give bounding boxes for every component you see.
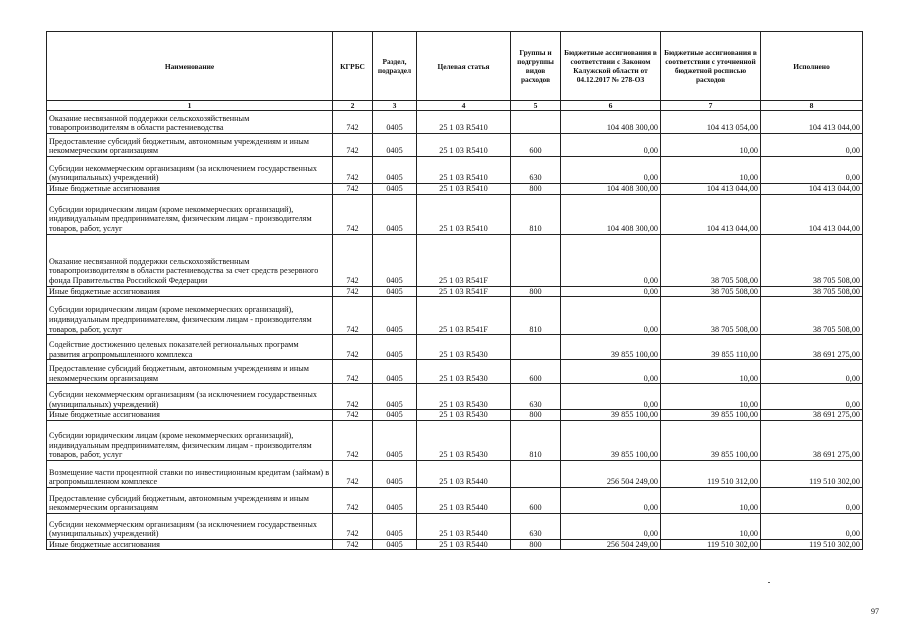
row-razdel: 0405 — [373, 184, 417, 195]
row-budget-refined: 39 855 100,00 — [661, 410, 761, 421]
header-razdel: Раздел, подраздел — [373, 32, 417, 101]
row-budget-refined: 10,00 — [661, 487, 761, 513]
row-vid: 810 — [511, 297, 561, 335]
row-budget-refined: 39 855 100,00 — [661, 420, 761, 460]
row-executed: 0,00 — [761, 360, 863, 384]
table-row — [47, 111, 863, 134]
column-number-row — [47, 101, 863, 111]
row-budget-refined: 38 705 508,00 — [661, 234, 761, 286]
row-budget-law: 256 504 249,00 — [561, 539, 661, 550]
row-kgrbs: 742 — [333, 184, 373, 195]
row-kgrbs: 742 — [333, 487, 373, 513]
row-kgrbs: 742 — [333, 420, 373, 460]
table-row — [47, 134, 863, 157]
table-row — [47, 360, 863, 384]
table-row — [47, 487, 863, 513]
row-article: 25 1 03 R5410 — [417, 184, 511, 195]
row-name: Иные бюджетные ассигнования — [47, 539, 333, 550]
row-article: 25 1 03 R5440 — [417, 513, 511, 539]
row-budget-refined: 10,00 — [661, 360, 761, 384]
row-vid: 810 — [511, 420, 561, 460]
row-vid: 600 — [511, 360, 561, 384]
table-row — [47, 194, 863, 234]
row-budget-refined: 119 510 302,00 — [661, 539, 761, 550]
column-number: 1 — [47, 101, 333, 111]
row-budget-law: 104 408 300,00 — [561, 111, 661, 134]
row-razdel: 0405 — [373, 157, 417, 184]
row-razdel: 0405 — [373, 513, 417, 539]
row-article: 25 1 03 R5430 — [417, 335, 511, 360]
row-budget-law: 0,00 — [561, 384, 661, 410]
header-row — [47, 32, 863, 101]
row-article: 25 1 03 R541F — [417, 234, 511, 286]
column-number: 4 — [417, 101, 511, 111]
row-kgrbs: 742 — [333, 460, 373, 487]
table-row — [47, 184, 863, 195]
row-executed: 104 413 044,00 — [761, 184, 863, 195]
budget-table-sheet — [46, 31, 862, 550]
row-budget-law: 104 408 300,00 — [561, 194, 661, 234]
row-budget-refined: 10,00 — [661, 157, 761, 184]
row-budget-law: 104 408 300,00 — [561, 184, 661, 195]
row-razdel: 0405 — [373, 487, 417, 513]
row-budget-law: 39 855 100,00 — [561, 335, 661, 360]
row-vid — [511, 460, 561, 487]
scan-artifact — [768, 582, 770, 583]
row-name: Субсидии некоммерческим организациям (за исключением государственных (муниципальных) учреждений) — [47, 384, 333, 410]
row-budget-refined: 104 413 044,00 — [661, 184, 761, 195]
row-kgrbs: 742 — [333, 410, 373, 421]
row-executed: 104 413 044,00 — [761, 111, 863, 134]
row-executed: 38 691 275,00 — [761, 410, 863, 421]
row-name: Субсидии юридическим лицам (кроме некоммерческих организаций), индивидуальным предпринимателям, физическим лицам - производителям товаров, работ, услуг — [47, 297, 333, 335]
column-number: 2 — [333, 101, 373, 111]
row-razdel: 0405 — [373, 420, 417, 460]
row-budget-law: 0,00 — [561, 487, 661, 513]
row-executed: 38 705 508,00 — [761, 286, 863, 297]
row-budget-law: 0,00 — [561, 513, 661, 539]
row-budget-refined: 10,00 — [661, 134, 761, 157]
row-razdel: 0405 — [373, 410, 417, 421]
table-row — [47, 286, 863, 297]
row-vid: 810 — [511, 194, 561, 234]
row-name: Иные бюджетные ассигнования — [47, 410, 333, 421]
row-kgrbs: 742 — [333, 134, 373, 157]
row-budget-law: 39 855 100,00 — [561, 410, 661, 421]
row-executed: 0,00 — [761, 134, 863, 157]
row-vid: 800 — [511, 539, 561, 550]
row-razdel: 0405 — [373, 297, 417, 335]
page-number: 97 — [871, 607, 879, 616]
row-vid — [511, 234, 561, 286]
table-row — [47, 539, 863, 550]
row-article: 25 1 03 R5410 — [417, 134, 511, 157]
row-razdel: 0405 — [373, 460, 417, 487]
row-executed: 38 705 508,00 — [761, 297, 863, 335]
row-name: Возмещение части процентной ставки по инвестиционным кредитам (займам) в агропромышленном комплексе — [47, 460, 333, 487]
column-number: 3 — [373, 101, 417, 111]
row-executed: 0,00 — [761, 487, 863, 513]
row-name: Предоставление субсидий бюджетным, автономным учреждениям и иным некоммерческим организациям — [47, 134, 333, 157]
row-executed: 38 705 508,00 — [761, 234, 863, 286]
row-article: 25 1 03 R5430 — [417, 420, 511, 460]
row-budget-law: 256 504 249,00 — [561, 460, 661, 487]
row-budget-refined: 119 510 312,00 — [661, 460, 761, 487]
row-budget-law: 39 855 100,00 — [561, 420, 661, 460]
row-vid: 600 — [511, 134, 561, 157]
row-name: Иные бюджетные ассигнования — [47, 184, 333, 195]
header-article: Целевая статья — [417, 32, 511, 101]
row-executed: 38 691 275,00 — [761, 420, 863, 460]
row-vid: 800 — [511, 184, 561, 195]
row-article: 25 1 03 R541F — [417, 297, 511, 335]
row-executed: 104 413 044,00 — [761, 194, 863, 234]
row-name: Субсидии некоммерческим организациям (за исключением государственных (муниципальных) учреждений) — [47, 513, 333, 539]
row-name: Содействие достижению целевых показателей региональных программ развития агропромышленного комплекса — [47, 335, 333, 360]
column-number: 8 — [761, 101, 863, 111]
row-article: 25 1 03 R5410 — [417, 111, 511, 134]
row-budget-law: 0,00 — [561, 234, 661, 286]
row-kgrbs: 742 — [333, 539, 373, 550]
row-budget-refined: 104 413 044,00 — [661, 194, 761, 234]
table-row — [47, 157, 863, 184]
row-article: 25 1 03 R5440 — [417, 487, 511, 513]
table-row — [47, 420, 863, 460]
row-budget-law: 0,00 — [561, 297, 661, 335]
row-vid: 630 — [511, 513, 561, 539]
row-vid: 630 — [511, 157, 561, 184]
table-row — [47, 297, 863, 335]
row-razdel: 0405 — [373, 539, 417, 550]
table-row — [47, 384, 863, 410]
row-executed: 119 510 302,00 — [761, 539, 863, 550]
row-kgrbs: 742 — [333, 513, 373, 539]
row-article: 25 1 03 R5430 — [417, 410, 511, 421]
row-article: 25 1 03 R5440 — [417, 460, 511, 487]
row-budget-law: 0,00 — [561, 134, 661, 157]
header-budget-refined: Бюджетные ассигнования в соответствии с уточненной бюджетной росписью расходов — [661, 32, 761, 101]
row-kgrbs: 742 — [333, 297, 373, 335]
row-name: Иные бюджетные ассигнования — [47, 286, 333, 297]
row-kgrbs: 742 — [333, 384, 373, 410]
table-row — [47, 460, 863, 487]
row-budget-law: 0,00 — [561, 360, 661, 384]
row-name: Субсидии юридическим лицам (кроме некоммерческих организаций), индивидуальным предпринимателям, физическим лицам - производителям товаров, работ, услуг — [47, 420, 333, 460]
header-vid: Группы и подгруппы видов расходов — [511, 32, 561, 101]
row-kgrbs: 742 — [333, 194, 373, 234]
row-razdel: 0405 — [373, 360, 417, 384]
row-article: 25 1 03 R5430 — [417, 384, 511, 410]
row-kgrbs: 742 — [333, 234, 373, 286]
row-article: 25 1 03 R5410 — [417, 194, 511, 234]
row-kgrbs: 742 — [333, 286, 373, 297]
row-executed: 38 691 275,00 — [761, 335, 863, 360]
header-executed: Исполнено — [761, 32, 863, 101]
row-budget-refined: 10,00 — [661, 384, 761, 410]
row-name: Субсидии юридическим лицам (кроме некоммерческих организаций), индивидуальным предпринимателям, физическим лицам - производителям товаров, работ, услуг — [47, 194, 333, 234]
row-razdel: 0405 — [373, 286, 417, 297]
row-name: Оказание несвязанной поддержки сельскохозяйственным товаропроизводителям в области растениеводства за счет средств резервного фонда Правительства Российской Федерации — [47, 234, 333, 286]
row-executed: 0,00 — [761, 157, 863, 184]
row-name: Субсидии некоммерческим организациям (за исключением государственных (муниципальных) учреждений) — [47, 157, 333, 184]
table-row — [47, 234, 863, 286]
row-razdel: 0405 — [373, 335, 417, 360]
table-row — [47, 513, 863, 539]
row-vid: 800 — [511, 286, 561, 297]
row-vid: 800 — [511, 410, 561, 421]
row-vid: 600 — [511, 487, 561, 513]
row-kgrbs: 742 — [333, 360, 373, 384]
row-name: Предоставление субсидий бюджетным, автономным учреждениям и иным некоммерческим организациям — [47, 360, 333, 384]
row-executed: 0,00 — [761, 513, 863, 539]
row-razdel: 0405 — [373, 194, 417, 234]
table-row — [47, 335, 863, 360]
row-article: 25 1 03 R5410 — [417, 157, 511, 184]
row-article: 25 1 03 R5430 — [417, 360, 511, 384]
column-number: 6 — [561, 101, 661, 111]
row-budget-refined: 38 705 508,00 — [661, 297, 761, 335]
row-name: Предоставление субсидий бюджетным, автономным учреждениям и иным некоммерческим организациям — [47, 487, 333, 513]
row-executed: 0,00 — [761, 384, 863, 410]
header-name: Наименование — [47, 32, 333, 101]
column-number: 5 — [511, 101, 561, 111]
header-kgrbs: КГРБС — [333, 32, 373, 101]
row-budget-refined: 38 705 508,00 — [661, 286, 761, 297]
row-budget-refined: 104 413 054,00 — [661, 111, 761, 134]
row-article: 25 1 03 R541F — [417, 286, 511, 297]
budget-execution-table — [46, 31, 863, 550]
row-budget-refined: 39 855 110,00 — [661, 335, 761, 360]
row-budget-law: 0,00 — [561, 157, 661, 184]
row-article: 25 1 03 R5440 — [417, 539, 511, 550]
row-budget-law: 0,00 — [561, 286, 661, 297]
row-executed: 119 510 302,00 — [761, 460, 863, 487]
row-kgrbs: 742 — [333, 111, 373, 134]
row-vid: 630 — [511, 384, 561, 410]
header-budget-law: Бюджетные ассигнования в соответствии с Законом Калужской области от 04.12.2017 № 278-ОЗ — [561, 32, 661, 101]
table-row — [47, 410, 863, 421]
column-number: 7 — [661, 101, 761, 111]
row-budget-refined: 10,00 — [661, 513, 761, 539]
row-vid — [511, 111, 561, 134]
row-razdel: 0405 — [373, 384, 417, 410]
row-kgrbs: 742 — [333, 157, 373, 184]
row-razdel: 0405 — [373, 234, 417, 286]
row-razdel: 0405 — [373, 111, 417, 134]
row-kgrbs: 742 — [333, 335, 373, 360]
row-vid — [511, 335, 561, 360]
row-name: Оказание несвязанной поддержки сельскохозяйственным товаропроизводителям в области растениеводства — [47, 111, 333, 134]
row-razdel: 0405 — [373, 134, 417, 157]
